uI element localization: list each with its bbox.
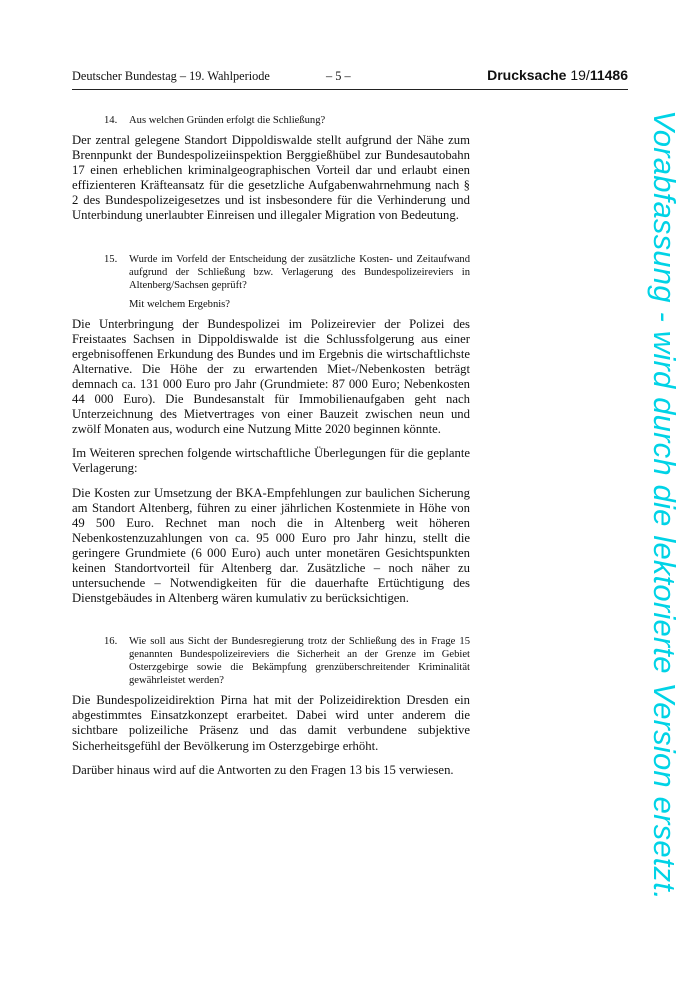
document-body [72,114,470,778]
question-number: 16. [104,636,118,648]
answer-paragraph: Die Kosten zur Umsetzung der BKA-Empfehlungen zur baulichen Sicherung am Standort Altenberg, führen zu einer jährlichen Kostenmiete in Höhe von 49 500 Euro. Rechnet man noch die in Altenberg weit höheren Nebenkostenzuzahlungen von ca. 95 000 Euro pro Jahr hinzu, stellt die geringere Grundmiete (6 000 Euro) auch unter monetären Gesichtspunkten keinen Standortvorteil für Altenberg dar. Zusätzliche – noch näher zu untersuchende – Notwendigkeiten für die dauerhafte Ertüchtigung des Dienstgebäudes in Altenberg wären kumulativ zu berücksichtigen. [72,485,470,606]
question-text: Wie soll aus Sicht der Bundesregierung trotz der Schließung des in Frage 15 genannten Bundespolizeireviers die Sicherheit an der Grenze im Gebiet Osterzgebirge sowie die Bekämpfung grenzüberschreitender Kriminalität gewährleistet werden? [129,636,470,687]
question-15-followup [72,298,470,311]
document-number [487,67,628,83]
question-14 [72,114,470,127]
answer-paragraph: Die Unterbringung der Bundespolizei im Polizeirevier der Polizei des Freistaates Sachsen in Dippoldiswalde ist die Schlussfolgerung aus einer ergebnisoffenen Erkundung des Bundes und im Ergebnis die wirtschaftlichste Alternative. Die Höhe der zu erwartenden Miet-/Nebenkosten beträgt demnach ca. 131 000 Euro pro Jahr (Grundmiete: 87 000 Euro; Nebenkosten 44 000 Euro). Die Bundesanstalt für Immobilienaufgaben geht nach Unterzeichnung des Mietvertrages von einer Bauzeit zwischen neun und zwölf Monaten aus, wodurch eine Nutzung Mitte 2020 beginnen könnte. [72,316,470,437]
question-text: Wurde im Vorfeld der Entscheidung der zusätzliche Kosten- und Zeitaufwand aufgrund der Schließung bzw. Verlagerung des Bundespolizeireviers in Altenberg/Sachsen geprüft? [129,253,470,291]
watermark-text: Vorabfassung - wird durch die lektorierte Version ersetzt. [647,110,682,900]
question-15 [72,253,470,292]
question-16 [72,635,470,687]
publication-title: Deutscher Bundestag – 19. Wahlperiode [72,69,270,83]
question-text: Aus welchen Gründen erfolgt die Schließung? [129,115,326,126]
answer-paragraph: Im Weiteren sprechen folgende wirtschaftliche Überlegungen für die geplante Verlagerung: [72,446,470,476]
document-prefix: 19/ [570,67,590,83]
page-number: – 5 – [326,69,351,83]
answer-paragraph: Die Bundespolizeidirektion Pirna hat mit der Polizeidirektion Dresden ein abgestimmtes Einsatzkonzept erarbeitet. Dabei wird unter anderem die sichtbare polizeiliche Präsenz und das damit verbundene subjektive Sicherheitsgefühl der Bevölkerung im Osterzgebirge erhöht. [72,693,470,753]
document-id: 11486 [589,67,628,83]
question-number: 14. [104,115,118,126]
answer-paragraph: Der zentral gelegene Standort Dippoldiswalde stellt aufgrund der Nähe zum Brennpunkt der Bundespolizeiinspektion Berggießhübel zur Bundesautobahn 17 einen erheblichen kriminalgeographischen Vorteil dar und erlaubt einen effizienteren Kräfteansatz für die gesetzliche Aufgabenwahrnehmung nach § 2 des Bundespolizeigesetzes und ist insbesondere für die Verhinderung und Unterbindung unerlaubter Einreisen und illegaler Migration von Bedeutung. [72,133,470,223]
question-number: 15. [104,253,118,265]
document-label: Drucksache [487,67,567,83]
answer-paragraph: Darüber hinaus wird auf die Antworten zu den Fragen 13 bis 15 verwiesen. [72,762,454,777]
page-header [72,67,628,90]
question-text: Mit welchem Ergebnis? [129,298,231,310]
